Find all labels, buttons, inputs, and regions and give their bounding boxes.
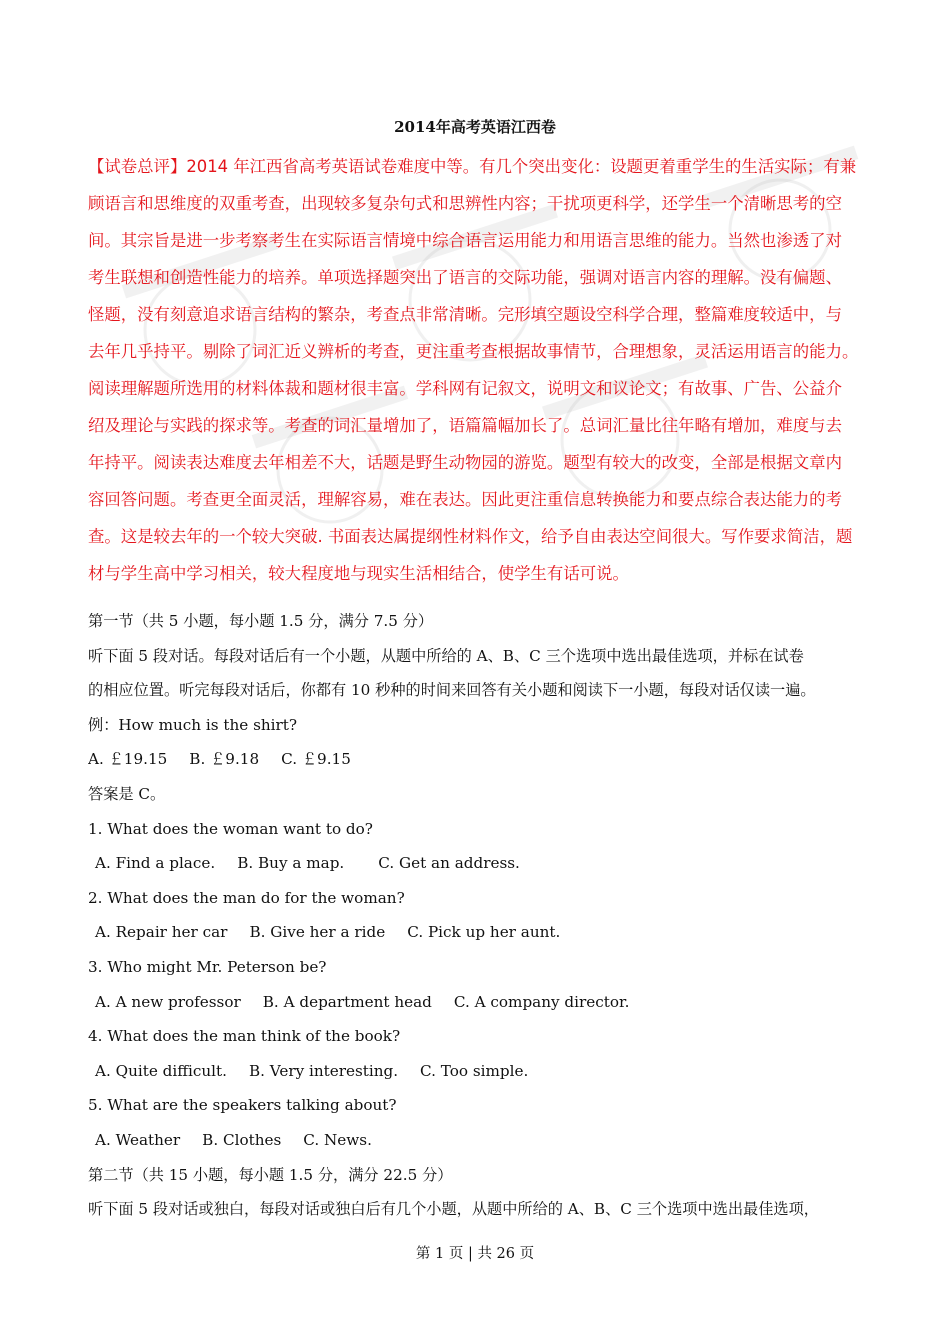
option-b: B. Give her a ride xyxy=(249,923,386,942)
option-c: C. News. xyxy=(303,1130,372,1149)
review-line: 阅读理解题所选用的材料体裁和题材很丰富。学科网有记叙文，说明文和议论文；有故事、广告、公益介 xyxy=(88,379,842,398)
question-4-options xyxy=(88,1054,880,1089)
option-b: B. A department head xyxy=(262,992,432,1011)
question-1-options xyxy=(88,846,880,881)
review-line: 年持平。阅读表达难度去年相差不大，话题是野生动物园的游览。题型有较大的改变，全部是根据文章内 xyxy=(88,453,842,472)
question-4: 4. What does the man think of the book? xyxy=(88,1027,401,1046)
option-c: C. Pick up her aunt. xyxy=(407,923,561,942)
question-3-options xyxy=(88,985,880,1020)
review-line: 【试卷总评】2014 年江西省高考英语试卷难度中等。有几个突出变化：设题更着重学生的生活实际；有兼 xyxy=(88,157,857,176)
review-line: 绍及理论与实践的探求等。考查的词汇量增加了，语篇篇幅加长了。总词汇量比往年略有增加，难度与去 xyxy=(88,416,842,435)
section2-heading: 第二节（共 15 小题，每小题 1.5 分，满分 22.5 分） xyxy=(88,1165,453,1184)
question-3: 3. Who might Mr. Peterson be? xyxy=(88,957,327,976)
review-line: 顾语言和思维度的双重考查，出现较多复杂句式和思辨性内容；干扰项更科学，还学生一个清晰思考的空 xyxy=(88,194,842,213)
document-title: 2014年高考英语江西卷 xyxy=(394,118,556,136)
section1-instruction-line: 听下面 5 段对话。每段对话后有一个小题，从题中所给的 A、B、C 三个选项中选出最佳选项，并标在试卷 xyxy=(88,646,804,665)
section2-instruction-line: 听下面 5 段对话或独白，每段对话或独白后有几个小题，从题中所给的 A、B、C 三个选项中选出最佳选项， xyxy=(88,1200,819,1219)
example-option-b: B. ￡9.18 xyxy=(189,750,260,769)
question-5: 5. What are the speakers talking about? xyxy=(88,1096,397,1115)
review-line: 考生联想和创造性能力的培养。单项选择题突出了语言的交际功能，强调对语言内容的理解。没有偏题、 xyxy=(88,268,842,287)
review-line: 间。其宗旨是进一步考察考生在实际语言情境中综合语言运用能力和用语言思维的能力。当然也渗透了对 xyxy=(88,231,842,250)
section1-instruction-line: 的相应位置。听完每段对话后，你都有 10 秒种的时间来回答有关小题和阅读下一小题，每段对话仅读一遍。 xyxy=(88,681,816,700)
section1-heading: 第一节（共 5 小题，每小题 1.5 分，满分 7.5 分） xyxy=(88,612,434,630)
question-5-options xyxy=(88,1123,880,1158)
option-b: B. Buy a map. xyxy=(237,854,345,873)
example-question: 例：How much is the shirt? xyxy=(88,715,298,734)
question-1: 1. What does the woman want to do? xyxy=(88,819,373,838)
review-line: 怪题，没有刻意追求语言结构的繁杂，考查点非常清晰。完形填空题设空科学合理，整篇难度较适中，与 xyxy=(88,305,842,324)
option-a: A. Repair her car xyxy=(95,923,228,942)
example-options xyxy=(88,742,880,777)
option-a: A. A new professor xyxy=(95,992,241,1011)
example-answer: 答案是 C。 xyxy=(88,784,166,803)
option-c: C. A company director. xyxy=(453,992,630,1011)
question-2: 2. What does the man do for the woman? xyxy=(88,888,405,907)
option-a: A. Find a place. xyxy=(95,854,216,873)
option-a: A. Quite difficult. xyxy=(95,1061,227,1080)
option-b: B. Very interesting. xyxy=(248,1061,399,1080)
option-c: C. Too simple. xyxy=(420,1061,529,1080)
option-c: C. Get an address. xyxy=(378,854,520,873)
review-line: 查。这是较去年的一个较大突破. 书面表达属提纲性材料作文，给予自由表达空间很大。写作要求简洁，题 xyxy=(88,527,853,546)
listening-section xyxy=(88,604,880,1227)
review-line: 去年几乎持平。剔除了词汇近义辨析的考查，更注重考查根据故事情节，合理想象，灵活运用语言的能力。 xyxy=(88,342,859,361)
example-option-a: A. ￡19.15 xyxy=(88,750,168,769)
option-b: B. Clothes xyxy=(202,1130,282,1149)
review-line: 材与学生高中学习相关，较大程度地与现实生活相结合，使学生有话可说。 xyxy=(88,564,629,583)
page-footer: 第 1 页 | 共 26 页 xyxy=(415,1246,535,1262)
question-2-options xyxy=(88,915,880,950)
exam-review-paragraph xyxy=(88,148,870,592)
example-option-c: C. ￡9.15 xyxy=(281,750,351,769)
review-line: 容回答问题。考查更全面灵活，理解容易，难在表达。因此更注重信息转换能力和要点综合表达能力的考 xyxy=(88,490,842,509)
option-a: A. Weather xyxy=(95,1130,181,1149)
